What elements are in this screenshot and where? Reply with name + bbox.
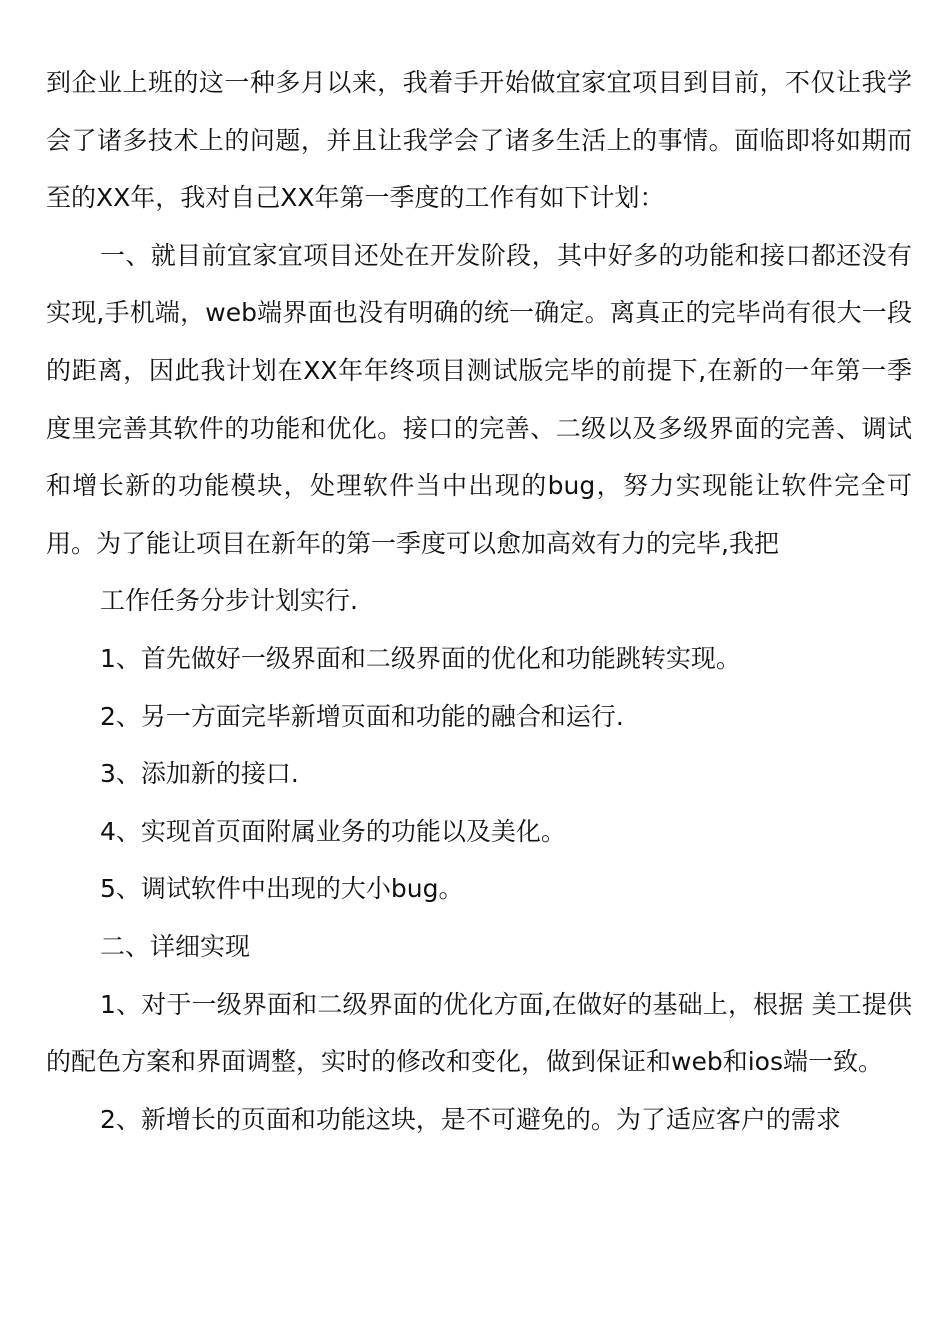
paragraph-detail-2: 2、新增长的页面和功能这块，是不可避免的。为了适应客户的需求 [100,1104,841,1134]
list-item-step-5: 5、调试软件中出现的大小bug。 [100,874,464,904]
list-item-step-3: 3、添加新的接口. [100,759,299,789]
document-body [46,54,912,1148]
list-item-step-1: 1、首先做好一级界面和二级界面的优化和功能跳转实现。 [100,643,741,673]
paragraph-intro: 到企业上班的这一种多月以来，我着手开始做宜家宜项目到目前，不仅让我学会了诸多技术上的问题，并且让我学会了诸多生活上的事情。面临即将如期而至的XX年，我对自己XX年第一季度的工作有如下计划： [46,68,912,213]
list-item-step-4: 4、实现首页面附属业务的功能以及美化。 [100,816,566,846]
paragraph-task-plan: 工作任务分步计划实行. [100,586,358,616]
paragraph-section-one: 一、就目前宜家宜项目还处在开发阶段，其中好多的功能和接口都还没有实现,手机端，web端界面也没有明确的统一确定。离真正的完毕尚有很大一段的距离，因此我计划在XX年年终项目测试版完毕的前提下,在新的一年第一季度里完善其软件的功能和优化。接口的完善、二级以及多级界面的完善、调试和增长新的功能模块，处理软件当中出现的bug，努力实现能让软件完全可用。为了能让项目在新年的第一季度可以愈加高效有力的完毕,我把 [46,240,912,558]
list-item-step-2: 2、另一方面完毕新增页面和功能的融合和运行. [100,701,624,731]
section-heading-two: 二、详细实现 [100,931,251,961]
paragraph-detail-1: 1、对于一级界面和二级界面的优化方面,在做好的基础上，根据 美工提供的配色方案和界面调整，实时的修改和变化，做到保证和web和ios端一致。 [46,989,912,1077]
